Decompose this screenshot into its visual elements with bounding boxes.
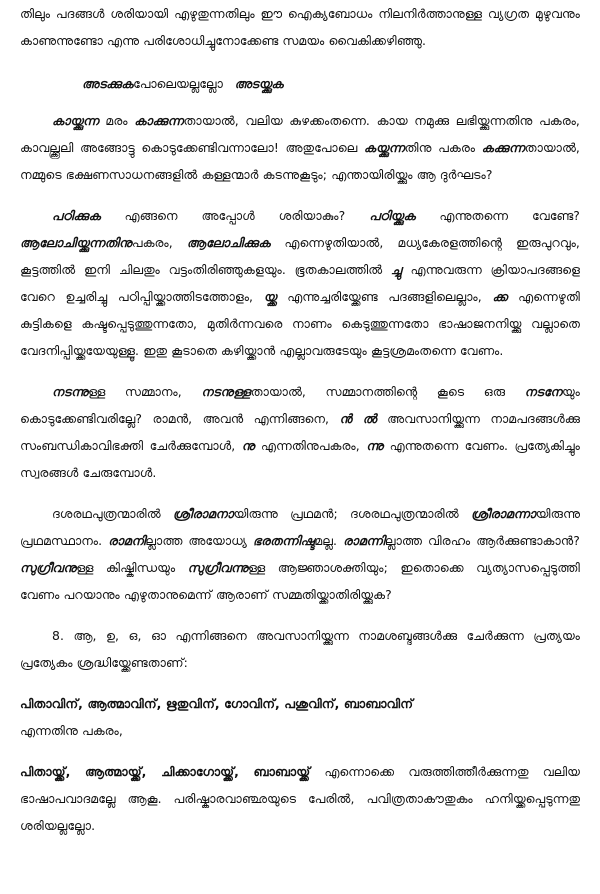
term-nnu: ന്നു <box>366 438 384 453</box>
heading-term-1: അടക്കുക <box>82 76 134 91</box>
paragraph-examples-right <box>20 758 580 839</box>
term-ramani: രാമനി <box>108 533 146 548</box>
text: ള്ള സമ്മാനം, <box>88 384 202 399</box>
paragraph-kaykkunna <box>20 107 580 188</box>
term-nadane: നടനേ <box>524 384 562 399</box>
term-kaykkunna-2: കയ്ക്കുന്ന <box>363 140 405 155</box>
text: എന്നുവരുന്ന ക്രിയാപദങ്ങളെ വേറെ ഉച്ചരിച്ചു പഠിപ്പിയ്ക്കാത്തിടത്തോളം, <box>20 262 580 304</box>
term-bharathannishta: ഭരതന്നിഷ്ട <box>253 533 315 548</box>
heading-term-2: അടയ്ക്കുക <box>234 76 284 91</box>
term-sreeramana: ശ്രീരാമനാ <box>172 506 234 521</box>
text: യും കൊടുക്കേണ്ടിവരില്ലേ? രാമൻ, അവൻ എന്നിങ്ങനെ, <box>20 384 580 426</box>
text: മരം <box>98 113 135 128</box>
text: യിരുന്നു പ്രഥമൻ; ദശരഥപുത്രന്മാരിൽ <box>233 506 471 521</box>
text: എന്നൊക്കെ വരുത്തിത്തീർക്കുന്നതു വലിയ ഭാഷാപവാദമല്ലേ ആകൂ. പരിഷ്കാരവാഞ്ഛയുടെ പേരിൽ, പവിത്രതാകൗതുകം ഹനിയ്ക്കപ്പെടുന്നതു ശരിയല്ലല്ലോ. <box>20 764 580 833</box>
term-ramanni: രാമന്നി <box>343 533 385 548</box>
term-alochikkuka: ആലോചിക്കുക <box>186 235 271 250</box>
term-sugreevannu: സുഗ്രീവന്നു <box>187 560 249 575</box>
paragraph-examples-wrong <box>20 690 580 744</box>
text: ള്ള കിഷ്കിന്ധയും <box>76 560 188 575</box>
term-nu: നു <box>241 438 255 453</box>
text: എന്നുതന്നെ വേണം. പ്രത്യേകിച്ചും സ്വരങ്ങൾ ചേരുമ്പോൾ. <box>20 438 580 480</box>
text: എന്നെഴുതിയാൽ, മധ്യകേരളത്തിന്റെ ഇരുപുറവും, കൂട്ടത്തിൽ ഇനി ചിലതും വട്ടംതിരിഞ്ഞുകളയും. ഭൂതകാലത്തിൽ <box>20 235 581 277</box>
text: ല്ലാത്ത അയോധ്യ <box>145 533 253 548</box>
intro-text: തിലും പദങ്ങൾ ശരിയായി എഴുതുന്നതിലും ഈ ഐക്യബോധം നിലനിർത്താനുള്ള വ്യഗ്രത മുഴുവനും കാണുന്നുണ്ടോ എന്നു പരിശോധിച്ചുനോക്കേണ്ട സമയം വൈകിക്കഴിഞ്ഞു. <box>20 6 580 48</box>
text: തായാൽ, വലിയ കുഴക്കംതന്നെ. കായ നമുക്കു ലഭിയ്ക്കുന്നതിനു പകരം, കാവല്ക്കൂലി അങ്ങോട്ടു കൊടുക്കേണ്ടിവന്നാലോ! അതുപോലെ <box>20 113 581 155</box>
text: ല്ലാത്ത വിരഹം ആർക്കുണ്ടാകാൻ? <box>384 533 580 548</box>
text: എന്നതിനുപകരം, <box>254 438 367 453</box>
term-sreeramanna: ശ്രീരാമന്നാ <box>470 506 536 521</box>
heading-connector: പോലെയല്ലല്ലോ <box>133 76 223 91</box>
term-cchu: ച്ചു <box>391 262 402 277</box>
term-kakkunna: കക്കുന്ന <box>481 140 525 155</box>
text: ള്ള ആജ്ഞാശക്തിയും; ഇതൊക്കെ വ്യത്യാസപ്പെടുത്തി വേണം പറയാനും എഴുതാനുമെന്ന് ആരാണ് സമ്മതിയ്ക്കാതിരിയ്ക്കുക? <box>20 560 580 602</box>
term-kaakkunna: കാക്കുന്ന <box>134 113 184 128</box>
term-ykka: യ്ക്ക <box>263 289 277 304</box>
term-alochiykkunnathinu: ആലോചിയ്ക്കുന്നതിനു <box>20 235 132 250</box>
paragraph-dasharatha <box>20 500 580 608</box>
text: എന്നെഴുതി കുട്ടികളെ കഷ്ടപ്പെടുത്തുന്നതോ, മുതിർന്നവരെ നാണം കെടുത്തുന്നതോ ഭാഷാജനനിയ്ക്കു വല്ലാതെ വേദനിപ്പിയ്ക്കയേയുള്ളൂ. ഇതു കൂടാതെ കഴിയ്ക്കാൻ എല്ലാവരുടേയും കൂട്ടശ്രമംതന്നെ വേണം. <box>20 289 581 358</box>
text: യിരുന്നു പ്രഥമസ്ഥാനം. <box>20 506 580 548</box>
examples-wrong: പിതാവിന്, ആത്മാവിന്, ഋതുവിന്, ഗോവിന്, പശുവിന്, ബാബാവിന് <box>20 696 414 711</box>
section-heading <box>20 70 580 97</box>
term-sugreevanu: സുഗ്രീവനു <box>20 560 77 575</box>
text: തായാൽ, സമ്മാനത്തിന്റെ കൂടെ ഒരു <box>250 384 525 399</box>
text: അവസാനിയ്ക്കുന്ന നാമപദങ്ങൾക്കു സംബന്ധികാവിഭക്തി ചേർക്കുമ്പോൾ, <box>20 411 580 453</box>
paragraph-padikkuka <box>20 202 580 364</box>
text: ദശരഥപുത്രന്മാരിൽ <box>52 506 173 521</box>
term-nadannu: നടന്നു <box>52 384 89 399</box>
rule-8-text: 8. ആ, ഉ, ഒ, ഓ എന്നിങ്ങനെ അവസാനിയ്ക്കുന്ന നാമശബ്ദങ്ങൾക്കു ചേർക്കുന്ന പ്രത്യയം പ്രത്യേകം ശ്രദ്ധിയ്ക്കേണ്ടതാണ്: <box>20 628 580 670</box>
text: തായാൽ, നമ്മുടെ ഭക്ഷണസാധനങ്ങളിൽ കള്ളന്മാർ കടന്നുകൂടും; എന്തായിരിയ്ക്കും ആ ദുർഘടം? <box>20 140 580 182</box>
term-padikkuka: പഠിക്കുക <box>52 208 101 223</box>
text: തിനു പകരം <box>404 140 482 155</box>
term-padiykkuka: പഠിയ്ക്കുക <box>369 208 416 223</box>
paragraph-intro <box>20 0 580 54</box>
paragraph-rule-8 <box>20 622 580 676</box>
paragraph-nadannulla <box>20 378 580 486</box>
text: എന്നുതന്നെ വേണ്ടേ? <box>415 208 580 223</box>
term-nadanulla: നടനുള്ള <box>201 384 251 399</box>
text: പകരം, <box>131 235 187 250</box>
text: എന്നതിനു പകരം, <box>20 723 123 738</box>
text: എന്നുച്ചരിയ്ക്കേണ്ട പദങ്ങളിലെല്ലാം, <box>276 289 493 304</box>
term-kaykkunna: കായ്ക്കുന്ന <box>52 113 99 128</box>
examples-right: പിതായ്ക്ക്, ആത്മായ്ക്ക്, ചിക്കാഗോയ്ക്ക്, ബാബായ്ക്ക് <box>20 764 311 779</box>
term-kka: ക്ക <box>492 289 508 304</box>
term-n-l: ൻ ൽ <box>339 411 377 426</box>
text: മല്ല. <box>314 533 344 548</box>
text: എങ്ങനെ അപ്പോൾ ശരിയാകും? <box>100 208 370 223</box>
